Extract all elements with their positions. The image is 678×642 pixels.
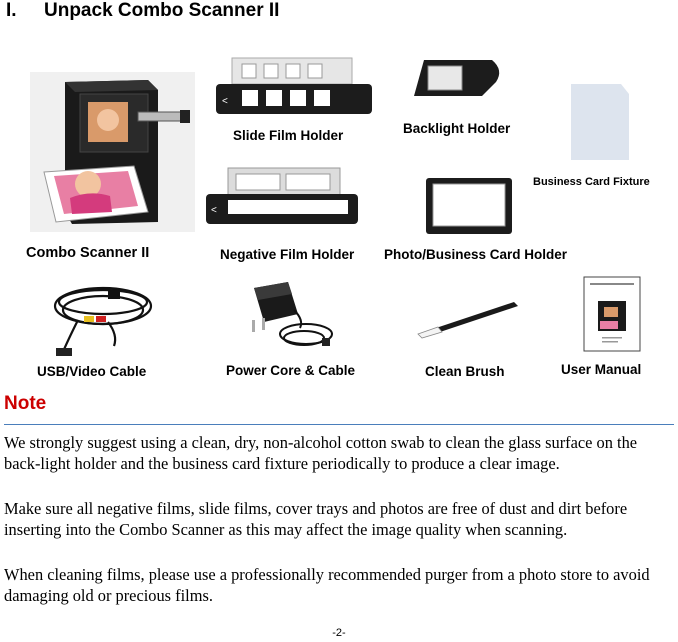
combo-scanner-image [30,72,195,232]
label-combo-scanner: Combo Scanner II [26,245,150,261]
note-divider [4,424,674,425]
note-title: Note [4,393,47,414]
user-manual-image [584,277,640,351]
business-card-fixture-image [571,84,631,160]
usb-video-cable-image [48,280,158,358]
label-clean-brush: Clean Brush [425,364,505,379]
label-backlight-holder: Backlight Holder [403,121,511,136]
label-slide-film-holder: Slide Film Holder [233,128,344,143]
section-title: Unpack Combo Scanner II [44,0,280,21]
negative-film-holder-image [206,166,358,226]
note-paragraph-1: We strongly suggest using a clean, dry, non-alcohol cotton swab to clean the glass surface on the back-light holder and the business card fixture periodically to produce a clear image. [4,433,638,473]
label-usb-video-cable: USB/Video Cable [37,364,147,379]
clean-brush-image [416,298,520,338]
slide-film-holder-image [216,56,372,116]
backlight-holder-image [412,56,504,102]
label-user-manual: User Manual [561,362,642,377]
note-paragraph-2: Make sure all negative films, slide films, cover trays and photos are free of dust and dirt before inserting into the Combo Scanner as this may affect the image quality when scanning. [4,499,628,539]
svg-text:<: < [222,96,228,107]
label-photo-card-holder: Photo/Business Card Holder [384,247,568,262]
section-heading [6,0,279,22]
label-business-card-fixture: Business Card Fixture [533,176,650,188]
label-negative-film-holder: Negative Film Holder [220,247,355,262]
note-paragraph-3: When cleaning films, please use a professionally recommended purger from a photo store to avoid damaging old or precious films. [4,565,650,605]
label-power-core-cable: Power Core & Cable [226,363,356,378]
power-core-cable-image [244,278,336,356]
page-number: -2- [332,627,346,639]
photo-card-holder-image [426,178,512,234]
section-number: I. [6,0,17,21]
svg-text:<: < [211,205,217,216]
